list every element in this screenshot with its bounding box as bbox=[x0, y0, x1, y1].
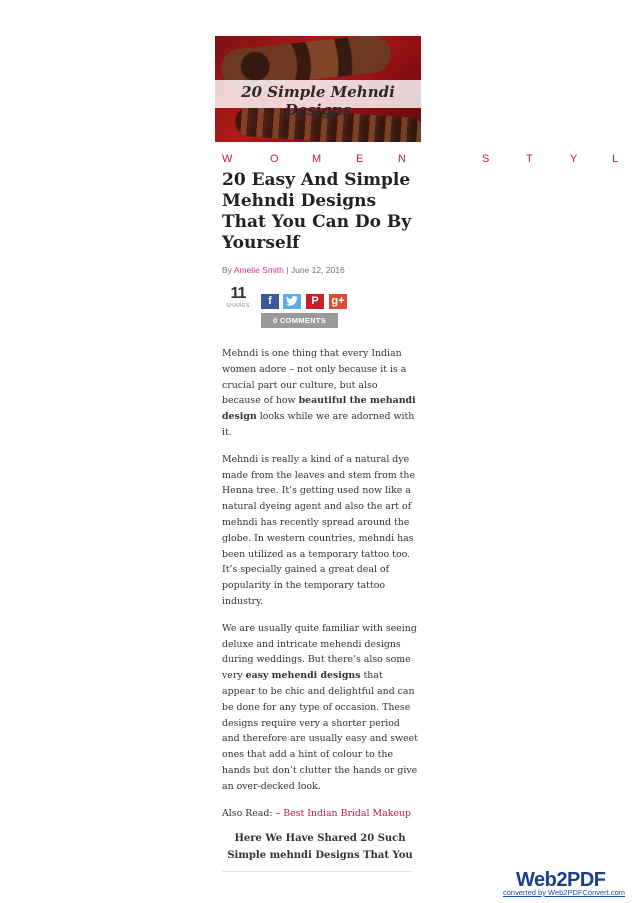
hero-image bbox=[215, 36, 421, 142]
bold-keyword: easy mehendi designs bbox=[245, 670, 361, 682]
divider bbox=[222, 871, 412, 872]
paragraph: We are usually quite familiar with seeing deluxe and intricate mehendi designs during weddings. But there’s also some very easy mehendi designs that appear to be chic and delightful and can be done for any type of occasion. These designs require very a shorter period and therefore are usually easy and sweet ones that add a hint of colour to the hands but don’t clutter the hands or give an over-decked look. bbox=[222, 622, 418, 792]
comments-button[interactable]: 0 COMMENTS bbox=[261, 313, 338, 328]
also-read-link[interactable]: Best Indian Bridal Makeup bbox=[283, 807, 411, 819]
brand-letter: O bbox=[270, 153, 279, 165]
pinterest-icon: P bbox=[311, 295, 319, 307]
byline bbox=[222, 265, 345, 275]
converted-by-link[interactable]: converted by Web2PDFConvert.com bbox=[503, 888, 625, 897]
bold-keyword: beautiful the mehandi design bbox=[222, 395, 416, 423]
also-read-label: Also Read: – bbox=[222, 807, 284, 819]
logo-web: Web2 bbox=[516, 869, 567, 891]
brand-letter: W bbox=[222, 153, 233, 165]
twitter-share-button[interactable] bbox=[283, 294, 301, 309]
brand-letter: Y bbox=[570, 153, 578, 165]
publish-date: | June 12, 2016 bbox=[283, 265, 345, 275]
google-plus-share-button[interactable] bbox=[329, 294, 347, 309]
brand-letter: S bbox=[482, 153, 490, 165]
pinterest-share-button[interactable] bbox=[306, 294, 324, 309]
facebook-share-button[interactable] bbox=[261, 294, 279, 309]
share-count bbox=[226, 286, 250, 309]
hero-banner-text: 20 Simple Mehndi Designs bbox=[241, 83, 395, 119]
brand-letter: L bbox=[612, 153, 619, 165]
brand-letter: N bbox=[398, 153, 406, 165]
google-plus-icon: g+ bbox=[331, 295, 345, 307]
brand-letter: E bbox=[356, 153, 364, 165]
also-read bbox=[222, 806, 418, 822]
article-title: 20 Easy And Simple Mehndi Designs That You Can Do By Yourself bbox=[222, 170, 412, 253]
share-count-number: 11 bbox=[230, 285, 246, 302]
section-subheading: Here We Have Shared 20 Such Simple mehndi Designs That You bbox=[227, 833, 413, 861]
facebook-icon: f bbox=[268, 295, 272, 307]
paragraph: Mehndi is really a kind of a natural dye made from the leaves and stem from the Henna tree. It’s getting used now like a natural dyeing agent and also the art of mehndi has recently spread around the globe. In western countries, mehndi has been utilized as a temporary tattoo too. It’s specially gained a great deal of popularity in the temporary tattoo industry. bbox=[222, 453, 416, 607]
brand-letter: T bbox=[526, 153, 533, 165]
brand-letter-strip bbox=[222, 153, 632, 167]
brand-letter: M bbox=[312, 153, 322, 165]
article-body bbox=[222, 346, 418, 832]
twitter-icon bbox=[286, 296, 298, 306]
share-count-label: SHARES bbox=[226, 303, 250, 309]
author-link[interactable]: Amelie Smith bbox=[233, 265, 284, 275]
paragraph: Mehndi is one thing that every Indian women adore – not only because it is a crucial part our culture, but also because of how beautiful the mehandi design looks while we are adorned with it. bbox=[222, 348, 416, 438]
byline-by: By bbox=[222, 265, 232, 275]
logo-pdf: PDF bbox=[566, 869, 606, 891]
